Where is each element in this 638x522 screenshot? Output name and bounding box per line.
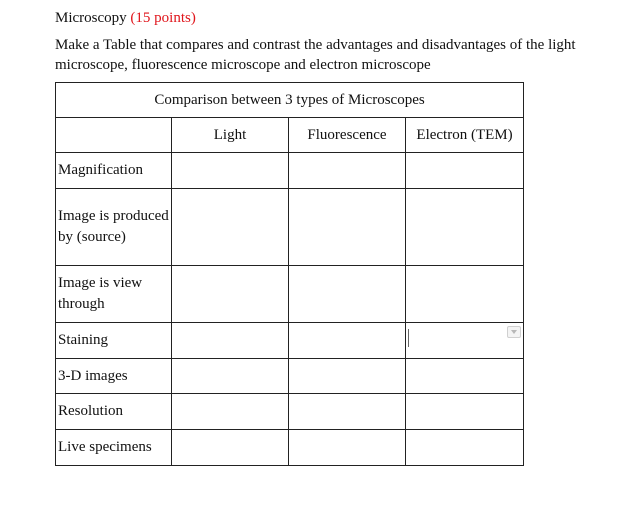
table-cell[interactable] — [289, 394, 406, 430]
table-cell[interactable] — [172, 153, 289, 189]
table-row — [56, 323, 524, 359]
table-cell[interactable] — [406, 359, 524, 394]
row-label-resolution: Resolution — [56, 394, 172, 430]
table-cell[interactable] — [289, 266, 406, 323]
row-label-3d-images: 3-D images — [56, 359, 172, 394]
row-label-view-through: Image is view through — [56, 266, 172, 323]
row-label-staining: Staining — [56, 323, 172, 359]
row-label-source: Image is produced by (source) — [56, 189, 172, 266]
table-cell[interactable] — [172, 266, 289, 323]
header-cell-electron: Electron (TEM) — [406, 118, 524, 153]
table-cell[interactable] — [406, 153, 524, 189]
question-heading — [55, 9, 196, 27]
table-cell[interactable] — [172, 394, 289, 430]
points-label: (15 points) — [130, 10, 196, 26]
table-header-row — [56, 118, 524, 153]
table-cell[interactable] — [406, 266, 524, 323]
row-label-magnification: Magnification — [56, 153, 172, 189]
table-row — [56, 359, 524, 394]
header-cell-blank — [56, 118, 172, 153]
table-cell[interactable] — [289, 323, 406, 359]
question-instruction: Make a Table that compares and contrast the advantages and disadvantages of the light microscope, fluorescence microscope and electron microscope — [55, 37, 576, 73]
table-row — [56, 430, 524, 466]
chevron-down-icon[interactable] — [507, 326, 521, 338]
header-cell-light: Light — [172, 118, 289, 153]
text-cursor — [408, 329, 409, 347]
table-cell[interactable] — [172, 323, 289, 359]
table-cell[interactable] — [406, 189, 524, 266]
table-row — [56, 189, 524, 266]
table-cell[interactable] — [172, 430, 289, 466]
table-cell[interactable] — [289, 430, 406, 466]
table-row — [56, 266, 524, 323]
header-cell-fluorescence: Fluorescence — [289, 118, 406, 153]
table-cell[interactable] — [172, 359, 289, 394]
table-cell[interactable] — [406, 430, 524, 466]
table-row — [56, 153, 524, 189]
table-cell[interactable] — [406, 394, 524, 430]
table-cell[interactable] — [289, 189, 406, 266]
row-label-live-specimens: Live specimens — [56, 430, 172, 466]
table-cell-active[interactable] — [406, 323, 524, 359]
table-cell[interactable] — [172, 189, 289, 266]
comparison-table — [55, 82, 524, 466]
table-row — [56, 394, 524, 430]
table-title-row — [56, 83, 524, 118]
question-title: Microscopy — [55, 10, 127, 26]
table-cell[interactable] — [289, 153, 406, 189]
table-title: Comparison between 3 types of Microscopes — [56, 83, 524, 118]
table-cell[interactable] — [289, 359, 406, 394]
